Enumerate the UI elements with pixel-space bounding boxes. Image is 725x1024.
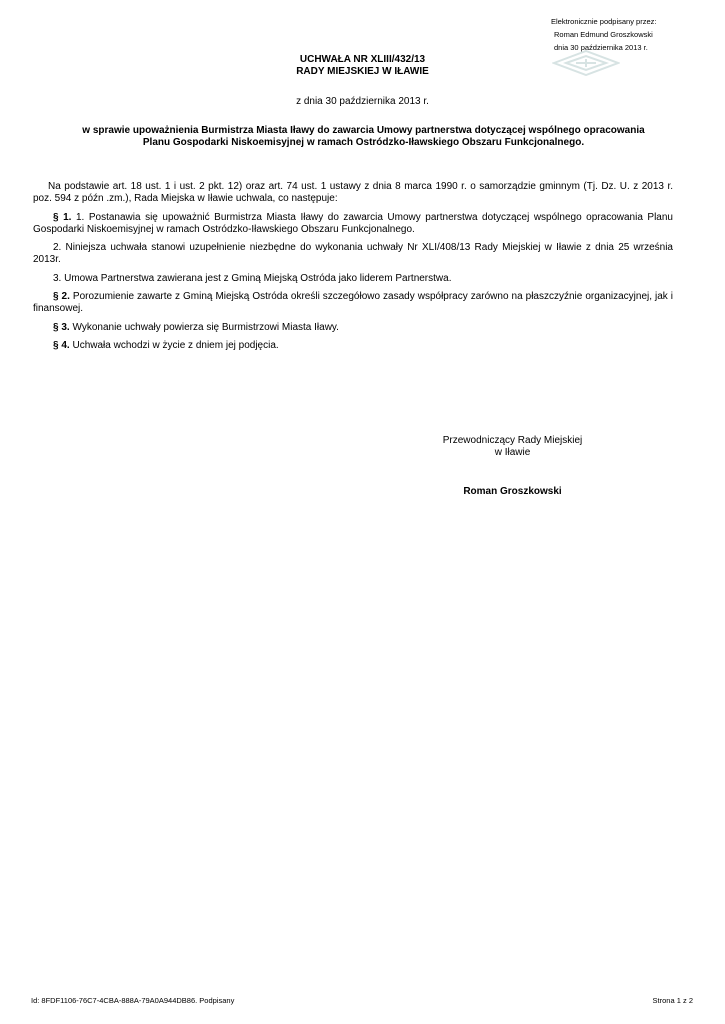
resolution-number: UCHWAŁA NR XLIII/432/13: [299, 54, 426, 65]
document-id: Id: 8FDF1106-76C7-4CBA-888A-79A0A944DB86. Podpisany: [31, 996, 235, 1005]
resolution-subject: [36, 125, 691, 149]
section-2-paragraph: [33, 291, 673, 315]
section-1-mark: § 1.: [53, 211, 72, 223]
council-name: RADY MIEJSKIEJ W IŁAWIE: [296, 66, 429, 77]
signature-stamp-signer: Roman Edmund Groszkowski: [554, 30, 653, 39]
signature-stamp-label: Elektronicznie podpisany przez:: [551, 17, 657, 26]
subject-line: w sprawie upoważnienia Burmistrza Miasta Iławy do zawarcia Umowy partnerstwa dotyczącej wspólnego opracowania: [82, 125, 645, 136]
resolution-body: [33, 181, 673, 359]
section-4-mark: § 4.: [53, 340, 70, 351]
section-1-text: 1. Postanawia się upoważnić Burmistrza Miasta Iławy do zawarcia Umowy partnerstwa dotyczącej wspólnego opracowania Planu Gospodarki Niskoemisyjnej w ramach Ostródzko-Iławskiego Obszaru Funkcjonalnego.: [33, 211, 673, 235]
section-4-paragraph: [33, 340, 673, 352]
resolution-date: z dnia 30 października 2013 r.: [296, 96, 429, 107]
signatory-role: Przewodniczący Rady Miejskiej: [442, 435, 583, 446]
signatory-name: Roman Groszkowski: [463, 486, 562, 497]
section-2-mark: § 2.: [53, 291, 70, 302]
subject-line: Planu Gospodarki Niskoemisyjnej w ramach Ostródzko-Iławskiego Obszaru Funkcjonalnego.: [142, 137, 585, 148]
page-number: Strona 1 z 2: [652, 996, 693, 1005]
section-4-text: Uchwała wchodzi w życie z dniem jej podjęcia.: [69, 340, 279, 351]
section-1-point-2: 2. Niniejsza uchwała stanowi uzupełnienie niezbędne do wykonania uchwały Nr XLI/408/13 Rady Miejskiej w Iławie z dnia 25 września 2013r.: [33, 242, 673, 265]
preamble-paragraph: Na podstawie art. 18 ust. 1 i ust. 2 pkt. 12) oraz art. 74 ust. 1 ustawy z dnia 8 marca 1990 r. o samorządzie gminnym (Tj. Dz. U. z 2013 r. poz. 594 z późn .zm.), Rada Miejska w Iławie uchwala, co następuje:: [33, 181, 673, 204]
section-3-paragraph: [33, 322, 673, 334]
section-1-point-3: 3. Umowa Partnerstwa zawierana jest z Gminą Miejską Ostróda jako liderem Partnerstwa.: [53, 272, 452, 284]
section-2-text: Porozumienie zawarte z Gminą Miejską Ostróda określi szczegółowo zasady współpracy zarówno na płaszczyźnie organizacyjnej, jak i finansowej.: [33, 291, 674, 314]
electronic-signature-stamp: [548, 15, 698, 54]
signature-stamp-date: dnia 30 października 2013 r.: [554, 43, 648, 52]
section-3-mark: § 3.: [53, 321, 70, 333]
section-3-text: Wykonanie uchwały powierza się Burmistrzowi Miasta Iławy.: [69, 321, 339, 333]
signatory-role-location: w Iławie: [494, 447, 531, 458]
section-1-paragraph: [33, 212, 673, 236]
